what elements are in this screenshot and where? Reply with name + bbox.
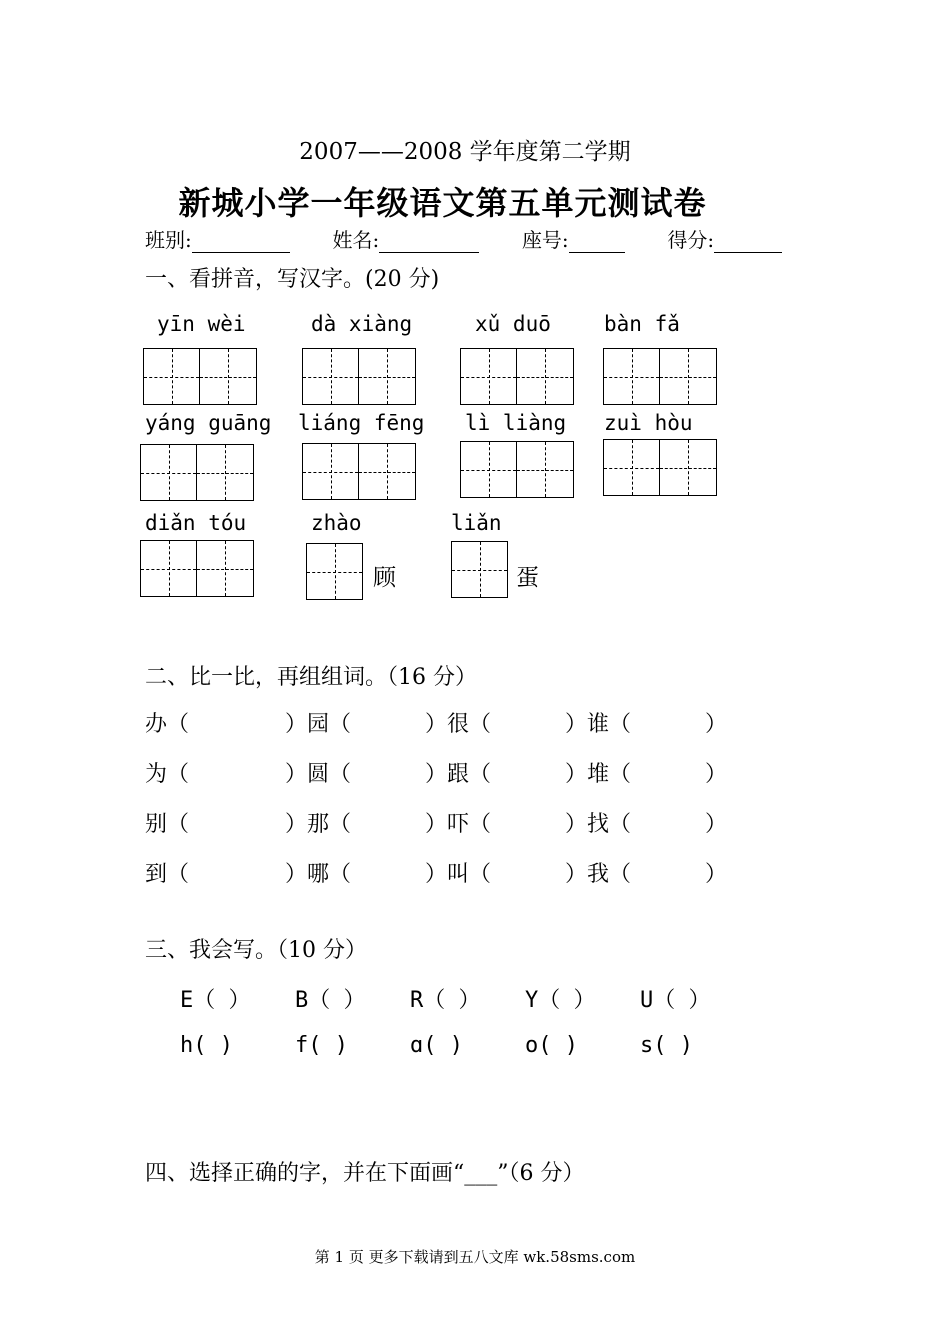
letter-item: B（ ） [295,988,366,1013]
writing-grid[interactable] [460,441,574,498]
compare-cell: ）那（ [285,812,352,837]
class-label: 班别: [145,228,192,252]
letter-item: s( ) [640,1033,693,1058]
writing-grid[interactable] [140,444,254,501]
pinyin-item: zuì hòu [604,411,693,435]
pinyin-item: diǎn tóu [145,511,247,535]
writing-grid[interactable] [306,543,363,600]
lowercase-row [180,1033,755,1058]
letter-item: f( ) [295,1033,348,1058]
letter-item: R（ ） [410,988,481,1013]
writing-grid[interactable] [603,439,717,496]
compare-cell: ）吓（ [425,812,492,837]
exam-title: 新城小学一年级语文第五单元测试卷 [178,184,707,222]
section2-heading: 二、比一比，再组组词。（16 分） [145,665,477,690]
writing-grid[interactable] [302,348,416,405]
suffix-char: 蛋 [516,565,539,591]
writing-grid[interactable] [140,540,254,597]
compare-cell: 为（ [145,762,190,787]
section4-heading: 四、选择正确的字，并在下面画“___”（6 分） [145,1161,585,1186]
pinyin-item: zhào [311,511,362,535]
letter-item: h( ) [180,1033,233,1058]
letter-item: Y（ ） [525,988,596,1013]
letter-item: ɑ( ) [410,1033,463,1058]
compare-cell: ）我（ [565,862,632,887]
compare-cell: ）叫（ [425,862,492,887]
class-field[interactable] [192,234,290,253]
pinyin-item: bàn fǎ [604,312,680,336]
letter-item: o( ) [525,1033,578,1058]
pinyin-item: liáng fēng [298,411,425,435]
pinyin-item: liǎn [451,511,502,535]
compare-cell: ）园（ [285,712,352,737]
compare-cell: ） [705,762,728,787]
seat-label: 座号: [521,228,569,252]
page-footer: 第 1 页 更多下载请到五八文库 wk.58sms.com [314,1248,636,1266]
letter-item: E（ ） [180,988,251,1013]
section3-heading: 三、我会写。（10 分） [145,938,367,963]
seat-field[interactable] [569,234,625,253]
compare-cell: ）哪（ [285,862,352,887]
compare-cell: 别（ [145,812,190,837]
compare-cell: ） [705,862,728,887]
compare-cell: ） [705,712,728,737]
writing-grid[interactable] [451,541,508,598]
writing-grid[interactable] [143,348,257,405]
compare-cell: ）谁（ [565,712,632,737]
pinyin-item: yáng guāng [145,411,272,435]
compare-cell: ）很（ [425,712,492,737]
writing-grid[interactable] [302,443,416,500]
compare-cell: ）找（ [565,812,632,837]
section1-heading: 一、看拼音，写汉字。(20 分) [145,267,440,292]
compare-row [145,857,727,888]
compare-cell: 到（ [145,862,190,887]
compare-row [145,757,727,788]
uppercase-row [180,983,755,1014]
compare-cell: ）堆（ [565,762,632,787]
score-label: 得分: [667,228,715,252]
name-field[interactable] [379,234,479,253]
score-field[interactable] [714,234,782,253]
name-label: 姓名: [332,228,380,252]
writing-grid[interactable] [460,348,574,405]
compare-cell: ）跟（ [425,762,492,787]
compare-cell: ）圆（ [285,762,352,787]
compare-row [145,707,727,738]
pinyin-item: xǔ duō [475,312,551,336]
letter-item: U（ ） [640,988,711,1013]
student-info-line [145,224,782,253]
exam-subtitle: 2007——2008 学年度第二学期 [299,139,631,165]
writing-grid[interactable] [603,348,717,405]
pinyin-item: dà xiàng [311,312,413,336]
pinyin-item: lì liàng [465,411,567,435]
pinyin-item: yīn wèi [157,312,246,336]
compare-row [145,807,727,838]
suffix-char: 顾 [373,565,396,591]
compare-cell: ） [705,812,728,837]
compare-cell: 办（ [145,712,190,737]
